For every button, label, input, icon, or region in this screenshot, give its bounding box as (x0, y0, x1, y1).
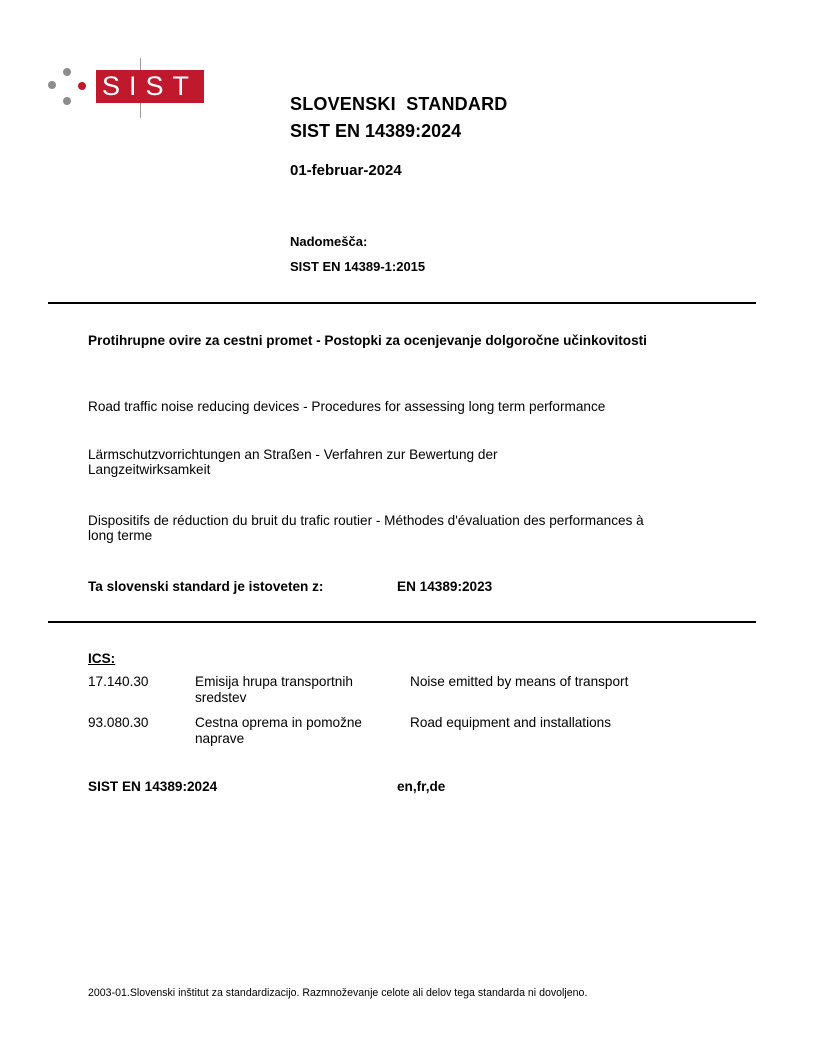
footer-standard-code: SIST EN 14389:2024 (88, 779, 218, 794)
ics-row (88, 715, 648, 747)
publication-date: 01-februar-2024 (290, 162, 402, 179)
logo-dot-icon (63, 68, 71, 76)
ics-description-sl: Cestna oprema in pomožne naprave (195, 715, 362, 746)
logo-dot-red-icon (78, 82, 86, 90)
ics-row (88, 674, 648, 706)
logo-dot-icon (63, 97, 71, 105)
divider-top (48, 302, 756, 304)
footer-languages: en,fr,de (397, 779, 446, 794)
ics-label: ICS: (88, 651, 116, 666)
title-german: Lärmschutzvorrichtungen an Straßen - Verfahren zur Bewertung der Langzeitwirksamkeit (88, 447, 498, 477)
copyright-notice: 2003-01.Slovenski inštitut za standardizacijo. Razmnoževanje celote ali delov tega standarda ni dovoljeno. (88, 987, 588, 999)
replaces-label: Nadomešča: (290, 234, 368, 249)
logo-dot-icon (48, 81, 56, 89)
title-slovenian: Protihrupne ovire za cestni promet - Postopki za ocenjevanje dolgoročne učinkovitosti (88, 333, 647, 348)
replaces-value: SIST EN 14389-1:2015 (290, 259, 426, 274)
ics-code: 93.080.30 (88, 715, 149, 730)
ics-code: 17.140.30 (88, 674, 149, 689)
identical-to-label: Ta slovenski standard je istoveten z: (88, 579, 324, 594)
ics-description-sl: Emisija hrupa transportnih sredstev (195, 674, 353, 705)
standard-type-heading: SLOVENSKI STANDARD (290, 94, 508, 114)
ics-description-en: Noise emitted by means of transport (410, 674, 629, 689)
ics-description-en: Road equipment and installations (410, 715, 612, 730)
identical-to-value: EN 14389:2023 (397, 579, 493, 594)
logo-wordmark: SIST (96, 70, 204, 103)
standard-number-heading: SIST EN 14389:2024 (290, 121, 462, 141)
title-english: Road traffic noise reducing devices - Procedures for assessing long term performance (88, 399, 606, 414)
title-french: Dispositifs de réduction du bruit du trafic routier - Méthodes d'évaluation des performances à long terme (88, 513, 644, 543)
divider-middle (48, 621, 756, 623)
